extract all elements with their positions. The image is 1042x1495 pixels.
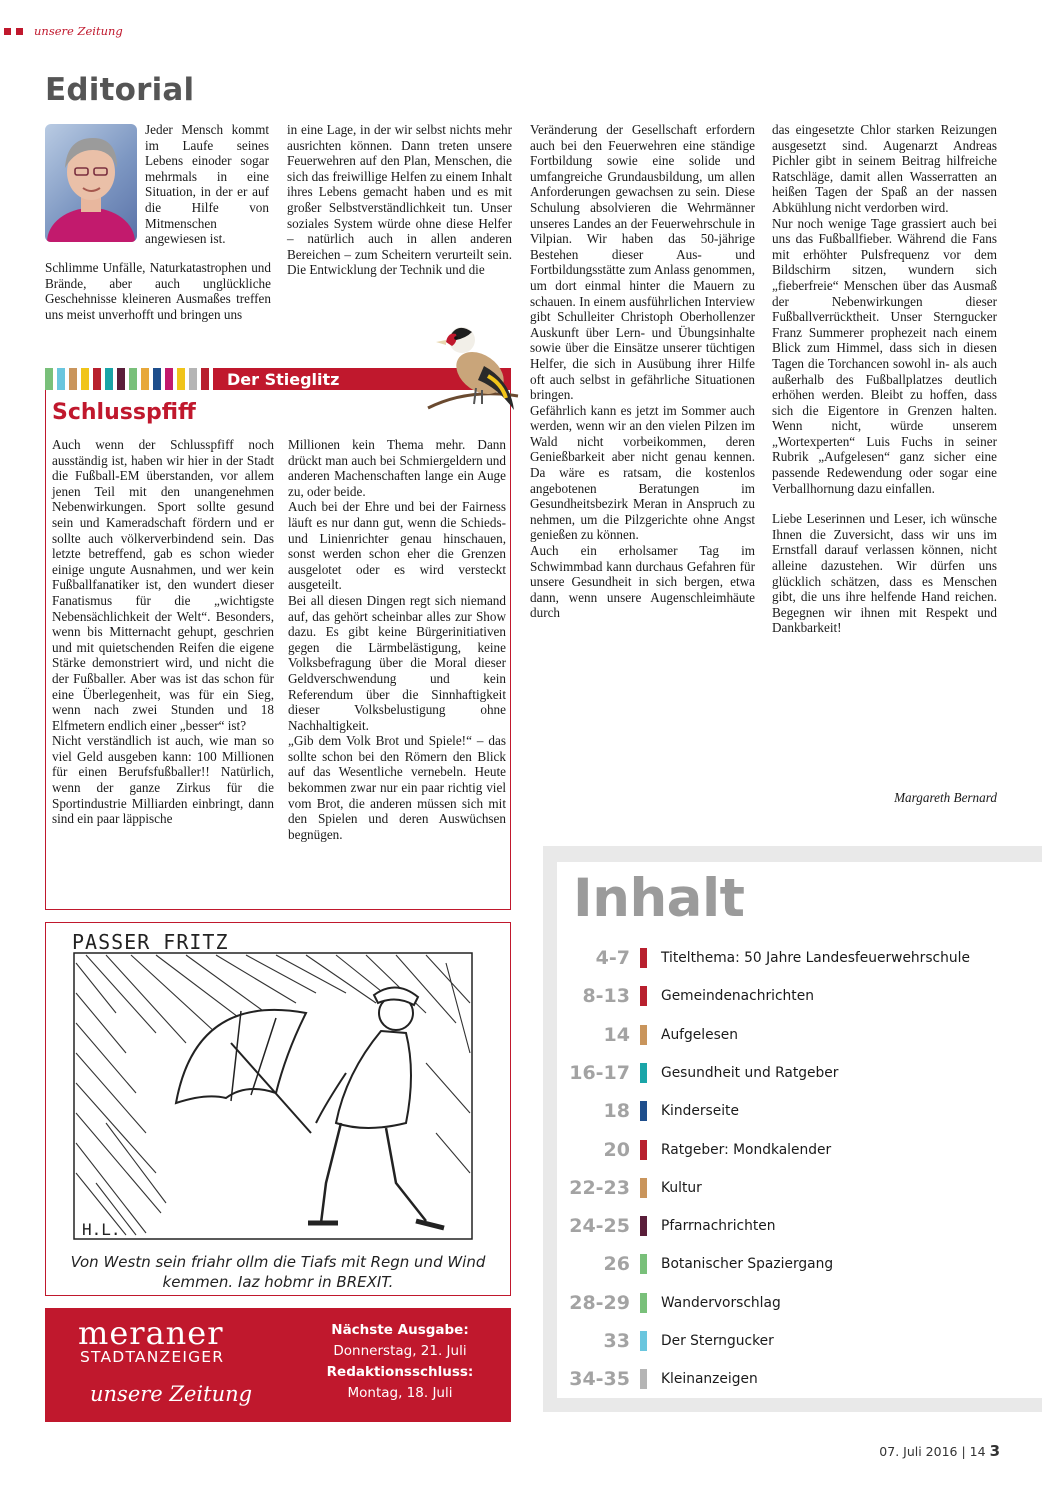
contents-item-pages: 20	[603, 1139, 630, 1161]
contents-item-color-bar	[640, 986, 647, 1006]
contents-item	[560, 1329, 774, 1353]
contents-item-label: Botanischer Spaziergang	[661, 1256, 834, 1272]
contents-item-label: Titelthema: 50 Jahre Landesfeuerwehrschule	[661, 950, 970, 966]
contents-item-pages: 33	[603, 1330, 630, 1352]
contents-item	[560, 1138, 831, 1162]
goldfinch-bird-icon	[418, 318, 522, 416]
deadline-label: Redaktionsschluss:	[326, 1364, 474, 1380]
header-square-icon	[4, 28, 11, 35]
cartoon-drawing	[46, 923, 511, 1296]
ad-brand-stadtanzeiger: STADTANZEIGER	[80, 1348, 225, 1366]
contents-item	[560, 1367, 758, 1391]
stieglitz-paragraph: Auch bei der Ehre und bei der Fairness läuft es nur dann gut, wenn die Schieds- und Linienrichter genau hinschauen, sonst werden schon eher die Grenzen ausgelotet oder es wird versteckt ausgeteilt.	[288, 499, 506, 593]
stripe-decoration	[105, 368, 113, 390]
contents-item-label: Kinderseite	[661, 1103, 739, 1119]
editorial-paragraph: Jeder Mensch kommt im Laufe seines Lebens einoder sogar mehrmals in eine Situation, in der er auf die Hilfe von Mitmenschen angewiesen ist.	[145, 122, 269, 247]
stripe-decoration	[189, 368, 197, 390]
deadline-date: Montag, 18. Juli	[347, 1385, 453, 1401]
contents-item-pages: 18	[603, 1100, 630, 1122]
editorial-column-3	[530, 122, 755, 621]
header-bar	[4, 24, 123, 38]
stripe-decoration	[81, 368, 89, 390]
editorial-paragraph: Auch ein erholsamer Tag im Schwimmbad kann durchaus Gefahren für unsere Gesundheit in sich bergen, etwa dann, wenn unsere Augenschleimhäute durch	[530, 543, 755, 621]
stripe-decoration	[129, 368, 137, 390]
editorial-column-4	[772, 122, 997, 636]
contents-item-pages: 24-25	[569, 1215, 630, 1237]
next-issue-label: Nächste Ausgabe:	[331, 1322, 469, 1338]
contents-item-pages: 14	[603, 1024, 630, 1046]
contents-item-color-bar	[640, 1101, 647, 1121]
contents-item-label: Kleinanzeigen	[661, 1371, 758, 1387]
contents-panel-inner	[557, 862, 1042, 1398]
stieglitz-column-1	[52, 437, 274, 827]
contents-item-label: Kultur	[661, 1180, 702, 1196]
editorial-column-1-bottom	[45, 260, 271, 322]
contents-item-color-bar	[640, 1369, 647, 1389]
page-footer	[760, 1442, 1000, 1460]
editorial-column-2	[287, 122, 512, 278]
editorial-column-1-top	[145, 122, 269, 247]
ad-brand-unsere-zeitung: unsere Zeitung	[90, 1382, 253, 1406]
stripe-decoration	[117, 368, 125, 390]
stieglitz-title: Schlusspfiff	[52, 400, 196, 425]
contents-item	[560, 1061, 838, 1085]
contents-item-label: Der Sterngucker	[661, 1333, 774, 1349]
contents-item	[560, 1214, 776, 1238]
contents-item-label: Ratgeber: Mondkalender	[661, 1142, 832, 1158]
cartoon-title: PASSER FRITZ	[72, 930, 229, 954]
page-number: 3	[989, 1442, 1000, 1460]
stieglitz-label: Der Stieglitz	[227, 369, 340, 389]
stripe-decoration	[69, 368, 77, 390]
stripe-decoration	[165, 368, 173, 390]
stieglitz-paragraph: „Gib dem Volk Brot und Spiele!“ – das sollte schon bei den Römern den Blick auf das Wesentliche vernebeln. Heute bekommen zwar nur ein paar richtig viel vom Brot, die anderen müssen sich mit den Spielen und deren Auswüchsen begnügen.	[288, 733, 506, 842]
contents-item-color-bar	[640, 1216, 647, 1236]
stieglitz-paragraph: Millionen kein Thema mehr. Dann drückt man auch bei Schmiergeldern und anderen Machenschaften lange ein Auge zu, oder beide.	[288, 437, 506, 499]
editorial-signature: Margareth Bernard	[894, 790, 997, 805]
ad-brand-meraner: meraner	[78, 1314, 224, 1352]
portrait-image	[45, 124, 137, 242]
cartoon-panel	[45, 922, 511, 1296]
stripe-decoration	[45, 368, 53, 390]
contents-item-color-bar	[640, 948, 647, 968]
stripe-decoration	[201, 368, 209, 390]
cartoon-caption: Von Westn sein friahr ollm die Tiafs mit Regn und Wind kemmen. Iaz hobmr in BREXIT.	[70, 1253, 486, 1291]
header-square-icon	[16, 28, 23, 35]
contents-item-color-bar	[640, 1063, 647, 1083]
contents-item-color-bar	[640, 1331, 647, 1351]
editorial-paragraph: in eine Lage, in der wir selbst nichts mehr ausrichten können. Dann treten unsere Feuerwehren auf den Plan, Menschen, die sich das freiwillige Helfen zu einem Inhalt ihres Lebens gemacht haben und es mit großer Selbstverständlichkeit tun. Unser soziales System würde ohne diese Helfer – natürlich auch in allen anderen Bereichen – zum Scheitern verurteilt sein. Die Entwicklung der Technik und die	[287, 122, 512, 278]
contents-item-label: Pfarrnachrichten	[661, 1218, 776, 1234]
editorial-title: Editorial	[45, 72, 195, 108]
editorial-paragraph: das eingesetzte Chlor starken Reizungen ausgesetzt sind. Augenarzt Andreas Pichler gibt in seinem Beitrag hilfreiche Ratschläge, damit allen Wasserratten an heißen Tagen der Spaß an der nassen Abkühlung nicht verdorben wird.	[772, 122, 997, 215]
contents-item-label: Gesundheit und Ratgeber	[661, 1065, 839, 1081]
editorial-paragraph: Gefährlich kann es jetzt im Sommer auch werden, wenn wir an den vielen Pilzen im Wald nicht vorbeikommen, deren Genießbarkeit aber nicht genau kennen. Da wäre es ratsam, die kostenlos angebotenen Beratungen im Gesundheitsbezirk Meran in Anspruch zu nehmen, um die Pilzgerichte ohne Angst genießen zu können.	[530, 402, 755, 543]
contents-item	[560, 1176, 702, 1200]
footer-date-issue: 07. Juli 2016 | 14	[879, 1444, 986, 1459]
contents-item-pages: 8-13	[582, 985, 630, 1007]
ad-issue-info	[300, 1320, 500, 1404]
stripe-decoration	[93, 368, 101, 390]
stripe-decoration	[177, 368, 185, 390]
stieglitz-column-2	[288, 437, 506, 842]
contents-item-color-bar	[640, 1254, 647, 1274]
contents-item-color-bar	[640, 1178, 647, 1198]
contents-item	[560, 1099, 739, 1123]
contents-item-pages: 34-35	[569, 1368, 630, 1390]
contents-item	[560, 984, 814, 1008]
cartoon-initials: H.L.	[82, 1220, 121, 1239]
contents-item-pages: 22-23	[569, 1177, 630, 1199]
contents-item	[560, 1023, 738, 1047]
stripe-decoration	[57, 368, 65, 390]
stripe-decoration	[141, 368, 149, 390]
editorial-paragraph: Nur noch wenige Tage grassiert auch bei uns das Fußballfieber. Während die Fans mit erhöhter Pulsfrequenz vor dem Bildschirm sitzen, wundern sich „fieberfreie“ Menschen über das Ausmaß der Nebenwirkungen dieser Fußballverrücktheit. Unser Sterngucker Franz Summerer prophezeit nach einem Blick zum Himmel, dass sich in diesen Tagen die Torchancen sowohl in- als auch außerhalb des Fußballplatzes deutlich erhöhen werden. Bleibt zu hoffen, dass sich die Eigentore in Grenzen halten. Wenn nicht, würde unserem „Wortexperten“ Luis Fuchs in seiner Rubrik „Aufgelesen“ ganz sicher eine passende Redewendung oder sogar eine Verballhornung dazu einfallen.	[772, 215, 997, 496]
contents-item	[560, 1252, 833, 1276]
stieglitz-paragraph: Bei all diesen Dingen regt sich niemand auf, das gehört scheinbar alles zur Show dazu. Es gibt keine Bürgerinitiativen gegen die Lärmbelästigung, keine Volksbefragung über die Moral dieser Geldverschwendung und kein Referendum über die Sinnhaftigkeit dieser Volksbelustigung ohne Nachhaltigkeit.	[288, 592, 506, 733]
stieglitz-paragraph: Nicht verständlich ist auch, wie man so viel Geld ausgeben kann: 100 Millionen für einen Berufsfußballer!! Natürlich, wenn der ganze Zirkus für die Sportindustrie Milliarden einbringt, dann sind ein paar läppische	[52, 733, 274, 827]
contents-item-color-bar	[640, 1025, 647, 1045]
contents-item-pages: 26	[603, 1253, 630, 1275]
contents-item-color-bar	[640, 1293, 647, 1313]
contents-item-label: Wandervorschlag	[661, 1295, 781, 1311]
contents-item-label: Gemeindenachrichten	[661, 988, 814, 1004]
contents-title: Inhalt	[573, 868, 745, 929]
stripe-decoration	[153, 368, 161, 390]
contents-item-color-bar	[640, 1140, 647, 1160]
contents-item-pages: 16-17	[569, 1062, 630, 1084]
contents-item	[560, 946, 970, 970]
contents-item	[560, 1291, 781, 1315]
next-issue-date: Donnerstag, 21. Juli	[333, 1343, 467, 1359]
contents-item-pages: 28-29	[569, 1292, 630, 1314]
header-brand: unsere Zeitung	[34, 24, 123, 38]
contents-item-pages: 4-7	[595, 947, 630, 969]
stieglitz-paragraph: Auch wenn der Schlusspfiff noch ausständig ist, haben wir hier in der Stadt die Fußball-EM überstanden, vor allem jenen Teil mit den unangenehmen Nebenwirkungen. Sport sollte gesund sein und Kameradschaft fördern und er sollte auch völkerverbindend sein. Das letzte betreffend, gab es schon wieder einige ungute Ausnahmen, und wer kein Fußballfanatiker ist, den wundert dieser Fanatismus für die „wichtigste Nebensächlichkeit der Welt“. Besonders, wenn bis Mitternacht gehupt, geschrien und mit quietschenden Reifen die eigene Stärke demonstriert wird, und nicht die der Fußballer. Aber was ist das schon für eine Überlegenheit, was für ein Sieg, wenn nach zwei Stunden und 18 Elfmetern endlich einer „besser“ ist?	[52, 437, 274, 733]
editorial-paragraph: Veränderung der Gesellschaft erfordern auch bei den Feuerwehren eine ständige Fortbildung sowie eine solide und umfangreiche Grundausbildung, um allen Anforderungen gewachsen zu sein. Diese Schulung absolvieren die Wehrmänner unseres Landes an der Feuerwehrschule in Vilpian. Wir haben das 50-jährige Bestehen dieser Aus- und Fortbildungsstätte zum Anlass genommen, um dort einmal hinter die Mauern zu schauen. In einem ausführlichen Interview gibt Schulleiter Christoph Oberhollenzer Auskunft über Lern- und Übungsinhalte sowie über die Einsätze unserer tüchtigen Helfer, die sich in Ausübung ihrer Hilfe oft auch selbst in gefährliche Situationen bringen.	[530, 122, 755, 403]
author-photo	[45, 124, 137, 242]
editorial-paragraph: Liebe Leserinnen und Leser, ich wünsche Ihnen die Zuversicht, dass wir uns im Ernstfall darauf verlassen können, nicht alleine dazustehen. Wir dürfen uns glücklich schätzen, dass es Menschen gibt, die uns ihre helfende Hand reichen. Begegnen wir ihnen mit Respekt und Dankbarkeit!	[772, 511, 997, 636]
contents-item-label: Aufgelesen	[661, 1027, 739, 1043]
editorial-paragraph: Schlimme Unfälle, Naturkatastrophen und Brände, aber auch unglückliche Geschehnisse kleineren Ausmaßes treffen uns meist unverhofft und bringen uns	[45, 260, 271, 322]
